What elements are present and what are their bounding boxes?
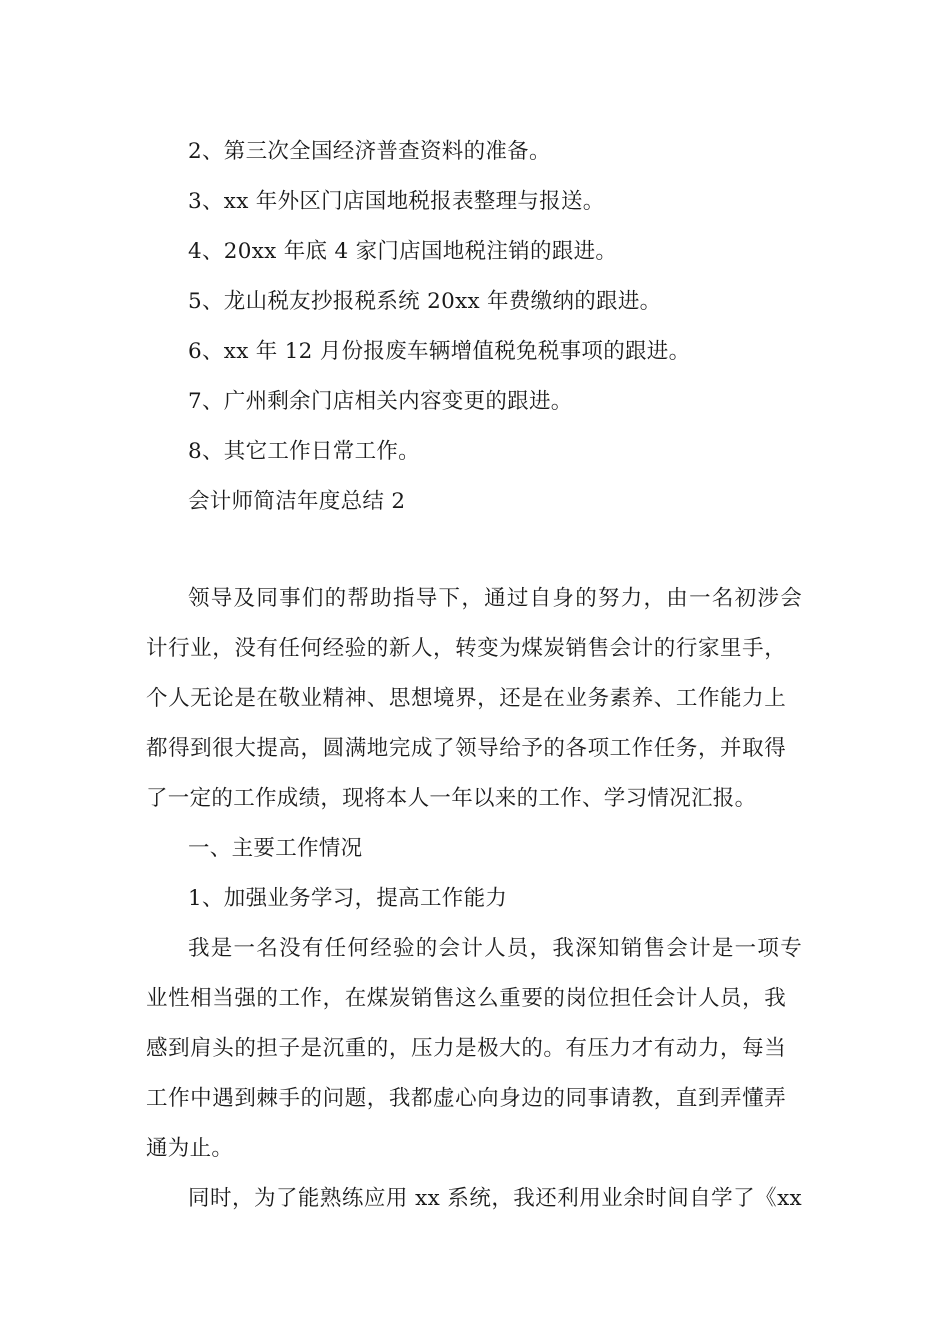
heading-study: 1、加强业务学习，提高工作能力	[188, 886, 508, 911]
list-item: 4、20xx 年底 4 家门店国地税注销的跟进。	[188, 239, 618, 264]
heading-main-work: 一、主要工作情况	[188, 836, 363, 861]
paragraph-line: 个人无论是在敬业精神、思想境界，还是在业务素养、工作能力上	[146, 686, 786, 711]
paragraph-line: 都得到很大提高，圆满地完成了领导给予的各项工作任务，并取得	[146, 736, 786, 761]
paragraph-line: 领导及同事们的帮助指导下，通过自身的努力，由一名初涉会	[188, 586, 802, 611]
paragraph-line: 计行业，没有任何经验的新人，转变为煤炭销售会计的行家里手，	[146, 636, 786, 661]
list-item: 8、其它工作日常工作。	[188, 439, 420, 464]
list-item: 5、龙山税友抄报税系统 20xx 年费缴纳的跟进。	[188, 289, 662, 314]
paragraph-line: 感到肩头的担子是沉重的，压力是极大的。有压力才有动力，每当	[146, 1036, 786, 1061]
paragraph-line: 业性相当强的工作，在煤炭销售这么重要的岗位担任会计人员，我	[146, 986, 786, 1011]
paragraph-line: 通为止。	[146, 1136, 234, 1161]
list-item: 7、广州剩余门店相关内容变更的跟进。	[188, 389, 573, 414]
section-title: 会计师简洁年度总结 2	[188, 489, 406, 514]
list-item: 3、xx 年外区门店国地税报表整理与报送。	[188, 189, 605, 214]
paragraph-line: 我是一名没有任何经验的会计人员，我深知销售会计是一项专	[188, 936, 802, 961]
paragraph-line: 同时，为了能熟练应用 xx 系统，我还利用业余时间自学了《xx	[188, 1186, 802, 1211]
list-item: 2、第三次全国经济普查资料的准备。	[188, 139, 551, 164]
paragraph-line: 工作中遇到棘手的问题，我都虚心向身边的同事请教，直到弄懂弄	[146, 1086, 786, 1111]
list-item: 6、xx 年 12 月份报废车辆增值税免税事项的跟进。	[188, 339, 691, 364]
paragraph-line: 了一定的工作成绩，现将本人一年以来的工作、学习情况汇报。	[146, 786, 757, 811]
